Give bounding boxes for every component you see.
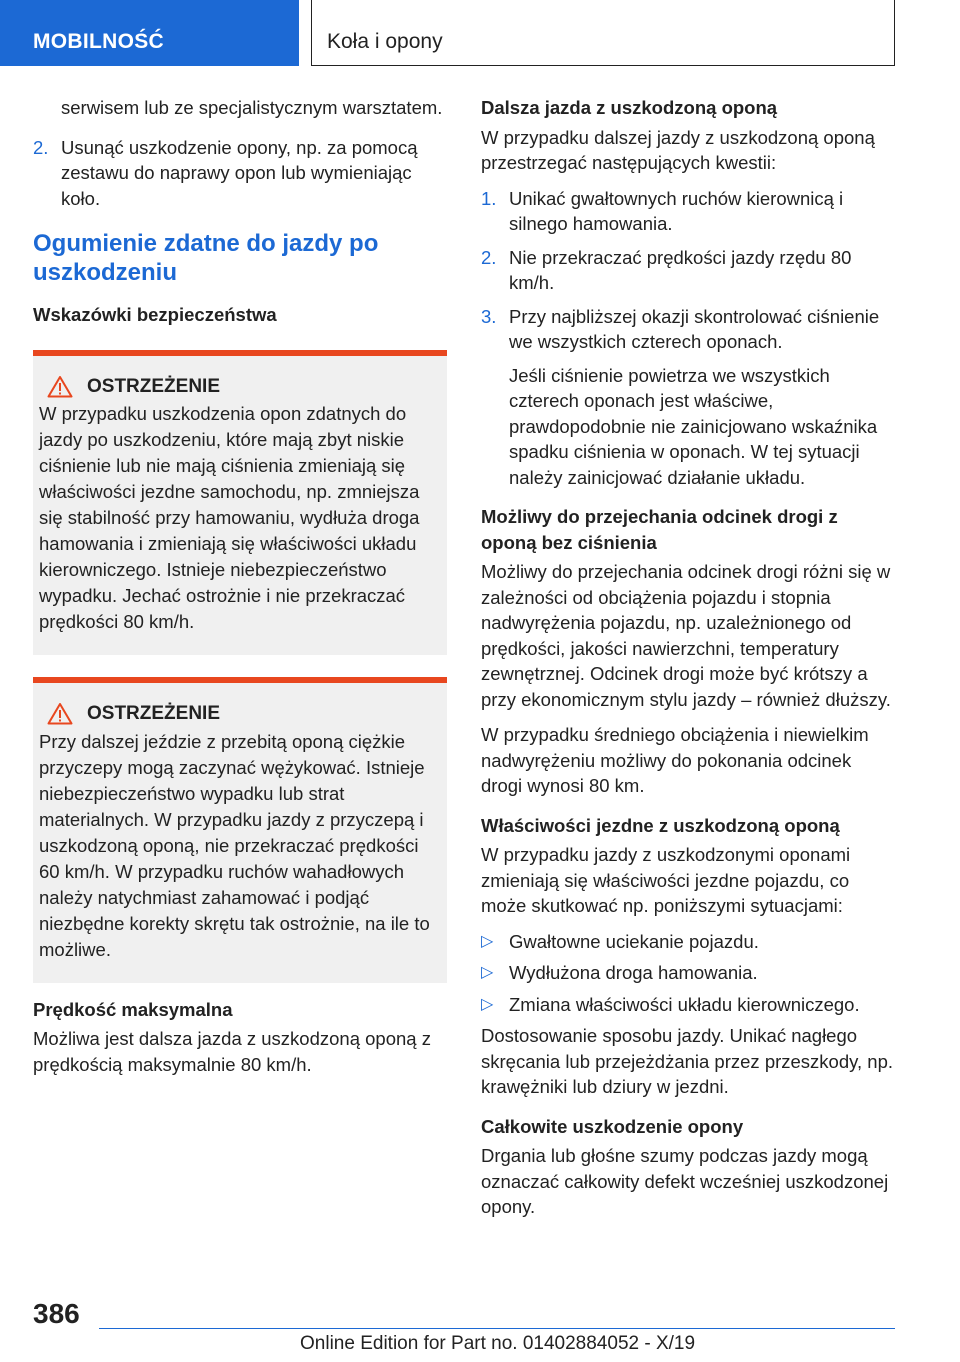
list-item <box>481 304 897 355</box>
subheading-distance: Możliwy do przejechania odcinek drogi z oponą bez ciśnienia <box>481 506 838 553</box>
step-text: Unikać gwałtownych ruchów kierownicą i silnego hamowania. <box>509 187 844 234</box>
page-header <box>0 0 960 66</box>
handling-outro: Dostosowanie sposobu jazdy. Unikać nagłego skręcania lub przejeżdżania przez przeszkody, np. krawężniki lub dziury w jezdni. <box>481 1025 894 1097</box>
list-item <box>481 186 897 237</box>
warning-text: W przypadku uszkodzenia opon zdatnych do jazdy po uszkodzeniu, które mają zbyt niskie ciśnienie lub nie mają ciśnienia zmieniają się właściwości jezdne samochodu, np. zmniejsza się stabilność przy hamowaniu, wydłuża droga hamowania i zmieniają się właściwości układu kierowniczego. Istnieje niebezpieczeństwo wypadku. Jechać ostrożnie i nie przekraczać prędkości 80 km/h. <box>39 403 420 632</box>
bullet-text: Wydłużona droga hamowania. <box>509 962 758 983</box>
driving-steps <box>481 186 897 355</box>
step-number: 2. <box>33 136 49 158</box>
right-column <box>481 95 897 1230</box>
list-item <box>481 960 897 986</box>
triangle-bullet-icon: ▷ <box>481 995 494 1013</box>
continue-intro: W przypadku dalszej jazdy z uszkodzoną oponą przestrzegać następujących kwestii: <box>481 126 875 173</box>
step-number: 1. <box>481 187 497 209</box>
triangle-bullet-icon: ▷ <box>481 932 494 950</box>
warning-header <box>39 701 437 727</box>
warning-header <box>39 374 437 400</box>
distance-paragraph: W przypadku średniego obciążenia i niewielkim nadwyrężeniu możliwy do pokonania odcinek drogi wynosi 80 km. <box>481 724 869 796</box>
left-column <box>33 95 447 1087</box>
warning-text: Przy dalszej jeździe z przebitą oponą ciężkie przyczepy mogą zaczynać wężykować. Istnieje niebezpieczeństwo wypadku lub strat materialnych. W przypadku jazdy z przyczepą i uszkodzoną oponą, nie przekraczać prędkości 60 km/h. W przypadku ruchów wahadłowych należy natychmiast zahamować i podjąć niezbędne korekty skrętu tak ostrożnie, na ile to możliwe. <box>39 730 430 960</box>
step-text: Usunąć uszkodzenie opony, np. za pomocą zestawu do naprawy opon lub wymieniając koło. <box>61 136 418 209</box>
section-heading: Ogumienie zdatne do jazdy po uszkodzeniu <box>33 230 379 286</box>
step-text: Przy najbliższej okazji skontrolować ciśnienie we wszystkich czterech oponach. <box>509 305 880 352</box>
section-tab: MOBILNOŚĆ <box>0 0 299 66</box>
subheading-max-speed: Prędkość maksymalna <box>33 998 233 1020</box>
step-text: Nie przekraczać prędkości jazdy rzędu 80 km/h. <box>509 246 852 293</box>
warning-triangle-icon <box>47 702 73 725</box>
warning-title: OSTRZEŻENIE <box>87 703 221 724</box>
max-speed-text: Możliwa jest dalsza jazda z uszkodzoną oponą z prędkością maksymalnie 80 km/h. <box>33 1028 431 1075</box>
warning-box <box>33 350 447 656</box>
warning-triangle-icon <box>47 375 73 398</box>
bullet-text: Gwałtowne uciekanie pojazdu. <box>509 930 759 952</box>
step-number: 2. <box>481 246 497 268</box>
list-item <box>481 992 897 1018</box>
step-number: 3. <box>481 305 497 327</box>
subheading-continue-driving: Dalsza jazda z uszkodzoną oponą <box>481 97 778 118</box>
bullet-text: Zmiana właściwości układu kierowniczego. <box>509 993 860 1015</box>
list-item <box>481 929 897 955</box>
warning-title: OSTRZEŻENIE <box>87 375 221 397</box>
edition-note: Online Edition for Part no. 01402884052 - X/19 <box>300 1333 696 1354</box>
list-item <box>481 245 897 296</box>
distance-paragraph: Możliwy do przejechania odcinek drogi różni się w zależności od obciążenia pojazdu i stopnia nadwyrężenia pojazdu, np. uzależnionego od prędkości, jakości nawierzchni, temperatury zewnętrznej. Odcinek drogi może być krótszy a przy ekonomicznym stylu jazdy – również dłuższy. <box>481 561 891 710</box>
triangle-bullet-icon: ▷ <box>481 964 494 981</box>
list-item <box>33 135 447 212</box>
subheading-handling: Właściwości jezdne z uszkodzoną oponą <box>481 814 840 836</box>
repair-steps <box>33 135 447 212</box>
handling-intro: W przypadku jazdy z uszkodzonymi oponami zmieniają się właściwości jezdne pojazdu, co może skutkować np. poniższymi sytuacjami: <box>481 844 851 916</box>
footer-divider <box>99 1328 895 1329</box>
warning-box <box>33 677 447 983</box>
subheading-total-damage: Całkowite uszkodzenie opony <box>481 1115 744 1137</box>
step-note: Jeśli ciśnienie powietrza we wszystkich czterech oponach jest właściwe, prawdopodobnie nie zainicjowano wskaźnika spadku ciśnienia w oponach. W tej sytuacji należy zainicjować działanie układu. <box>509 364 878 488</box>
handling-list <box>481 929 897 1018</box>
total-damage-text: Drgania lub głośne szumy podczas jazdy mogą oznaczać całkowity defekt wcześniej uszkodzonej opony. <box>481 1145 889 1217</box>
page-number: 386 <box>33 1298 80 1329</box>
subheading-safety: Wskazówki bezpieczeństwa <box>33 304 277 325</box>
continued-paragraph: serwisem lub ze specjalistycznym warsztatem. <box>61 97 443 118</box>
chapter-title: Koła i opony <box>311 0 895 66</box>
